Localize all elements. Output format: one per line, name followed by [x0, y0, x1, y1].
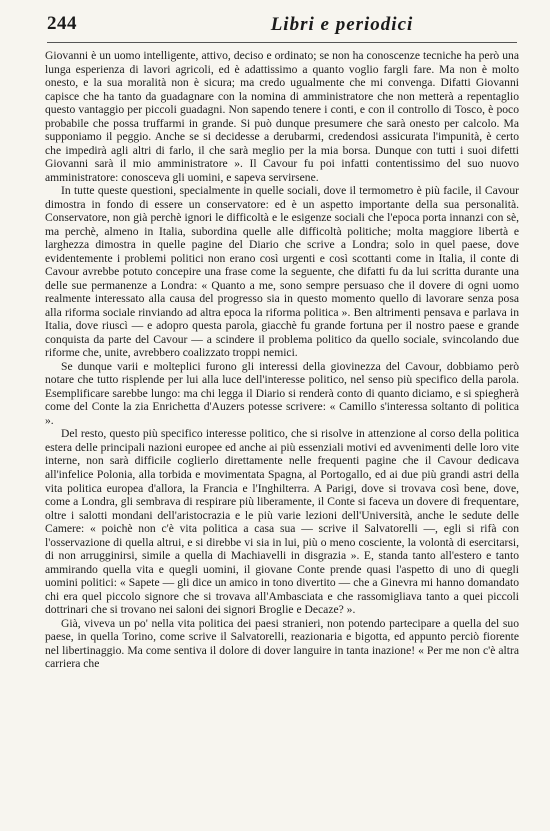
body-text — [45, 49, 519, 671]
running-title: Libri e periodici — [270, 14, 414, 35]
paragraph-5: Già, viveva un po' nella vita politica dei paesi stranieri, non potendo partecipare a quella del suo paese, in quella Torino, come scrive il Salvatorelli, reazionaria e bigotta, ed appunto perciò fiorente nel libertinaggio. Ma come sentiva il dolore di dover languire in tanta inazione! « Per me non c'è altra carriera che — [45, 616, 519, 671]
page-number: 244 — [47, 13, 77, 34]
paragraph-4: Del resto, questo più specifico interesse politico, che si risolve in attenzione al corso della politica estera delle principali nazioni europee ed anche ai più essenziali motivi ed avvenimenti delle loro vite interne, non sarà difficile coglierlo direttamente nelle frequenti pagine che il Cavour dedicava all'infelice Polonia, alla torbida e movimentata Spagna, al Portogallo, ed ai due più grandi astri della vita politica europea d'allora, la Francia e l'Inghilterra. A Parigi, dove si trovava così bene, dove, come a Londra, gli sembrava di respirare più liberamente, il Conte si faceva un dovere di frequentare, oltre i salotti mondani dell'aristocrazia e le più varie lezioni dell'Università, anche le sedute delle Camere: « poichè non c'è vita politica a casa sua — scrive il Salvatorelli —, egli si rifà con l'osservazione di quella altrui, e si direbbe vi sia in lui, più o meno cosciente, la volontà di esercitarsi, di non arrugginirsi, simile a quella di Machiavelli in disgrazia ». E, standa tanto all'estero e tanto ammirando quella vita e quegli uomini, il giovane Conte prende quasi l'aspetto di uno di quegli uomini politici: « Sapete — gli dice un amico in tono divertito — che a Ginevra mi hanno domandato chi era quel piccolo signore che si trovava all'Ambasciata e che rassomigliava tanto a quei piccoli dottrinari che si trovano nei saloni dei signori Broglie e Decaze? ». — [45, 427, 519, 617]
paragraph-1: Giovanni è un uomo intelligente, attivo, deciso e ordinato; se non ha conoscenze tecniche ha però una lunga esperienza di lavori agricoli, ed è adattissimo a quanto voglio fargli fare. Ma non è molto onesto, e la sua moralità non è sicura; ma credo ugualmente che mi convenga. Difatti Giovanni capisce che ha tanto da guadagnare con la nomina di amministratore che non metterà a repentaglio questo vantaggio per piccoli guadagni. Non sapendo tenere i conti, e con il controllo di Tosco, è poco probabile che possa truffarmi in grande. Si può dunque presumere che sarà onesto per calcolo. Ma supponiamo il peggio. Anche se si decidesse a derubarmi, credendosi assicurata l'impunità, è certo che impedirà agli altri di farlo, il che sarà meglio per la mia borsa. Dunque con tutti i suoi difetti Giovanni sarà il mio amministratore ». Il Cavour fu poi infatti contentissimo del suo nuovo amministratore: conosceva gli uomini, e sapeva servirsene. — [45, 49, 519, 184]
header-rule — [47, 42, 517, 43]
page-header — [47, 13, 517, 35]
paragraph-2: In tutte queste questioni, specialmente in quelle sociali, dove il termometro è più facile, il Cavour dimostra in fondo di essere un conservatore: ed è un aspetto importante della sua personalità. Conservatore, non già perchè ignori le difficoltà e le esigenze sociali che l'epoca porta innanzi con sè, ma perchè, almeno in Italia, subordina quelle alle difficoltà politiche; molta maggiore libertà e larghezza dimostra in quelle pagine del Diario che scrive a Londra; solo in quel paese, dove evidentemente i problemi politici non erano così urgenti e così scottanti come in Italia, il conte di Cavour avrebbe potuto concepire una frase come la seguente, che difatti fu da lui scritta durante una delle sue permanenze a Londra: « Quanto a me, sono sempre persuaso che il dovere di ogni uomo realmente interessato alla causa del progresso sia in questo momento quello di lavorare senza posa alla riforma sociale rinviando ad altra epoca la riforma politica ». Ben altrimenti pensava e parlava in Italia, dove riuscì — e adopro questa parola, giacchè fu grande fortuna per il nostro paese e grande conquista da parte del Cavour — a scindere il problema politico da quello sociale, svincolando due riforme che, unite, avrebbero coalizzato troppi nemici. — [45, 184, 519, 360]
paragraph-3: Se dunque varii e molteplici furono gli interessi della giovinezza del Cavour, dobbiamo però notare che tutto risplende per lui alla luce dell'interesse politico, nel senso più specifico della parola. Esemplificare sarebbe lungo: ma chi legga il Diario si renderà conto di quanto diciamo, e si spiegherà come del Conte la zia Enrichetta d'Auzers potesse scrivere: « Camillo s'interessa soltanto di politica ». — [45, 359, 519, 427]
